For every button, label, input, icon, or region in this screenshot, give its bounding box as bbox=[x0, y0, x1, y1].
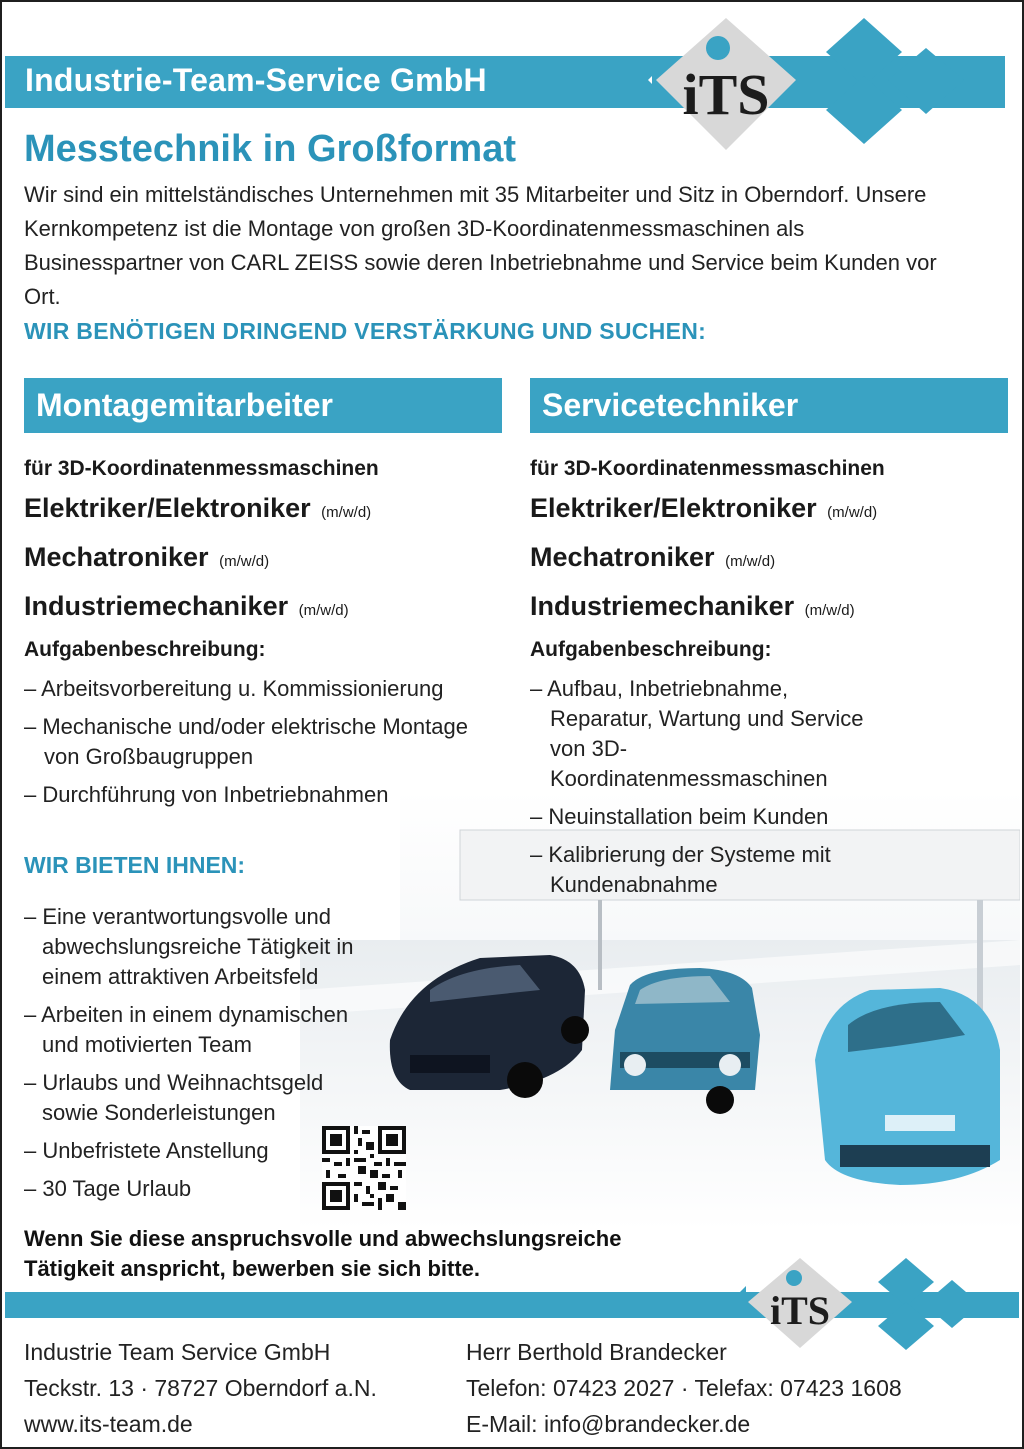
svg-text:iTS: iTS bbox=[682, 62, 770, 127]
column-subtitle: für 3D-Koordinatenmessmaschinen bbox=[24, 457, 379, 480]
list-item: – Neuinstallation beim Kunden bbox=[530, 804, 829, 829]
column-title: Montagemitarbeiter bbox=[24, 378, 502, 433]
need-heading: WIR BENÖTIGEN DRINGEND VERSTÄRKUNG UND SUCHEN: bbox=[24, 318, 707, 344]
footer-phone: Telefon: 07423 2027 · Telefax: 07423 1608 bbox=[466, 1375, 902, 1401]
role-item: Elektriker/Elektroniker (m/w/d) bbox=[530, 493, 878, 523]
its-logo bbox=[630, 18, 970, 156]
footer-email-link[interactable]: E-Mail: info@brandecker.de bbox=[466, 1411, 751, 1437]
intro-text: Wir sind ein mittelständisches Unternehmen mit 35 Mitarbeiter und Sitz in Oberndorf. Unsere Kernkompetenz ist die Montage von großen 3D-Koordinatenmessmaschinen als Businesspartner von CARL ZEISS sowie deren Inbetriebnahme und Service beim Kunden vor Ort. bbox=[24, 182, 937, 309]
role-item: Industriemechaniker (m/w/d) bbox=[24, 591, 349, 621]
task-heading: Aufgabenbeschreibung: bbox=[24, 638, 266, 661]
footer-contact bbox=[466, 1334, 902, 1442]
offer-heading: WIR BIETEN IHNEN: bbox=[24, 852, 246, 878]
role-item: Mechatroniker (m/w/d) bbox=[530, 542, 776, 572]
list-item: – Arbeiten in einem dynamischen und motivierten Team bbox=[24, 1002, 349, 1057]
svg-text:iTS: iTS bbox=[769, 1288, 831, 1333]
column-montage bbox=[24, 378, 502, 818]
role-item: Elektriker/Elektroniker (m/w/d) bbox=[24, 493, 372, 523]
list-item: – Urlaubs und Weihnachtsgeld sowie Sonderleistungen bbox=[24, 1070, 324, 1125]
role-item: Industriemechaniker (m/w/d) bbox=[530, 591, 855, 621]
footer-address bbox=[24, 1334, 377, 1442]
closing-text: Wenn Sie diese anspruchsvolle und abwechslungsreiche Tätigkeit anspricht, bewerben sie sich bitte. bbox=[24, 1226, 622, 1281]
column-service bbox=[530, 378, 1008, 908]
qr-code-icon[interactable] bbox=[322, 1126, 406, 1210]
column-subtitle: für 3D-Koordinatenmessmaschinen bbox=[530, 457, 885, 480]
task-heading: Aufgabenbeschreibung: bbox=[530, 638, 772, 661]
list-item: – Aufbau, Inbetriebnahme, Reparatur, Wartung und Service von 3D-Koordinatenmessmaschinen bbox=[530, 676, 864, 791]
list-item: – Arbeitsvorbereitung u. Kommissionierung bbox=[24, 676, 444, 701]
list-item: – Kalibrierung der Systeme mit Kundenabnahme bbox=[530, 842, 831, 897]
headline: Messtechnik in Großformat bbox=[24, 128, 516, 170]
footer-company: Industrie Team Service GmbH bbox=[24, 1339, 331, 1365]
list-item: – Unbefristete Anstellung bbox=[24, 1138, 269, 1163]
footer-street: Teckstr. 13 · 78727 Oberndorf a.N. bbox=[24, 1375, 377, 1401]
company-title: Industrie-Team-Service GmbH bbox=[25, 62, 487, 98]
list-item: – Mechanische und/oder elektrische Montage von Großbaugruppen bbox=[24, 714, 468, 769]
list-item: – Durchführung von Inbetriebnahmen bbox=[24, 782, 389, 807]
task-list bbox=[530, 674, 890, 900]
list-item: – Eine verantwortungsvolle und abwechslungsreiche Tätigkeit in einem attraktiven Arbeitsfeld bbox=[24, 904, 354, 989]
column-title: Servicetechniker bbox=[530, 378, 1008, 433]
footer-website-link[interactable]: www.its-team.de bbox=[24, 1411, 193, 1437]
list-item: – 30 Tage Urlaub bbox=[24, 1176, 192, 1201]
role-item: Mechatroniker (m/w/d) bbox=[24, 542, 270, 572]
footer-contact-name: Herr Berthold Brandecker bbox=[466, 1339, 727, 1365]
